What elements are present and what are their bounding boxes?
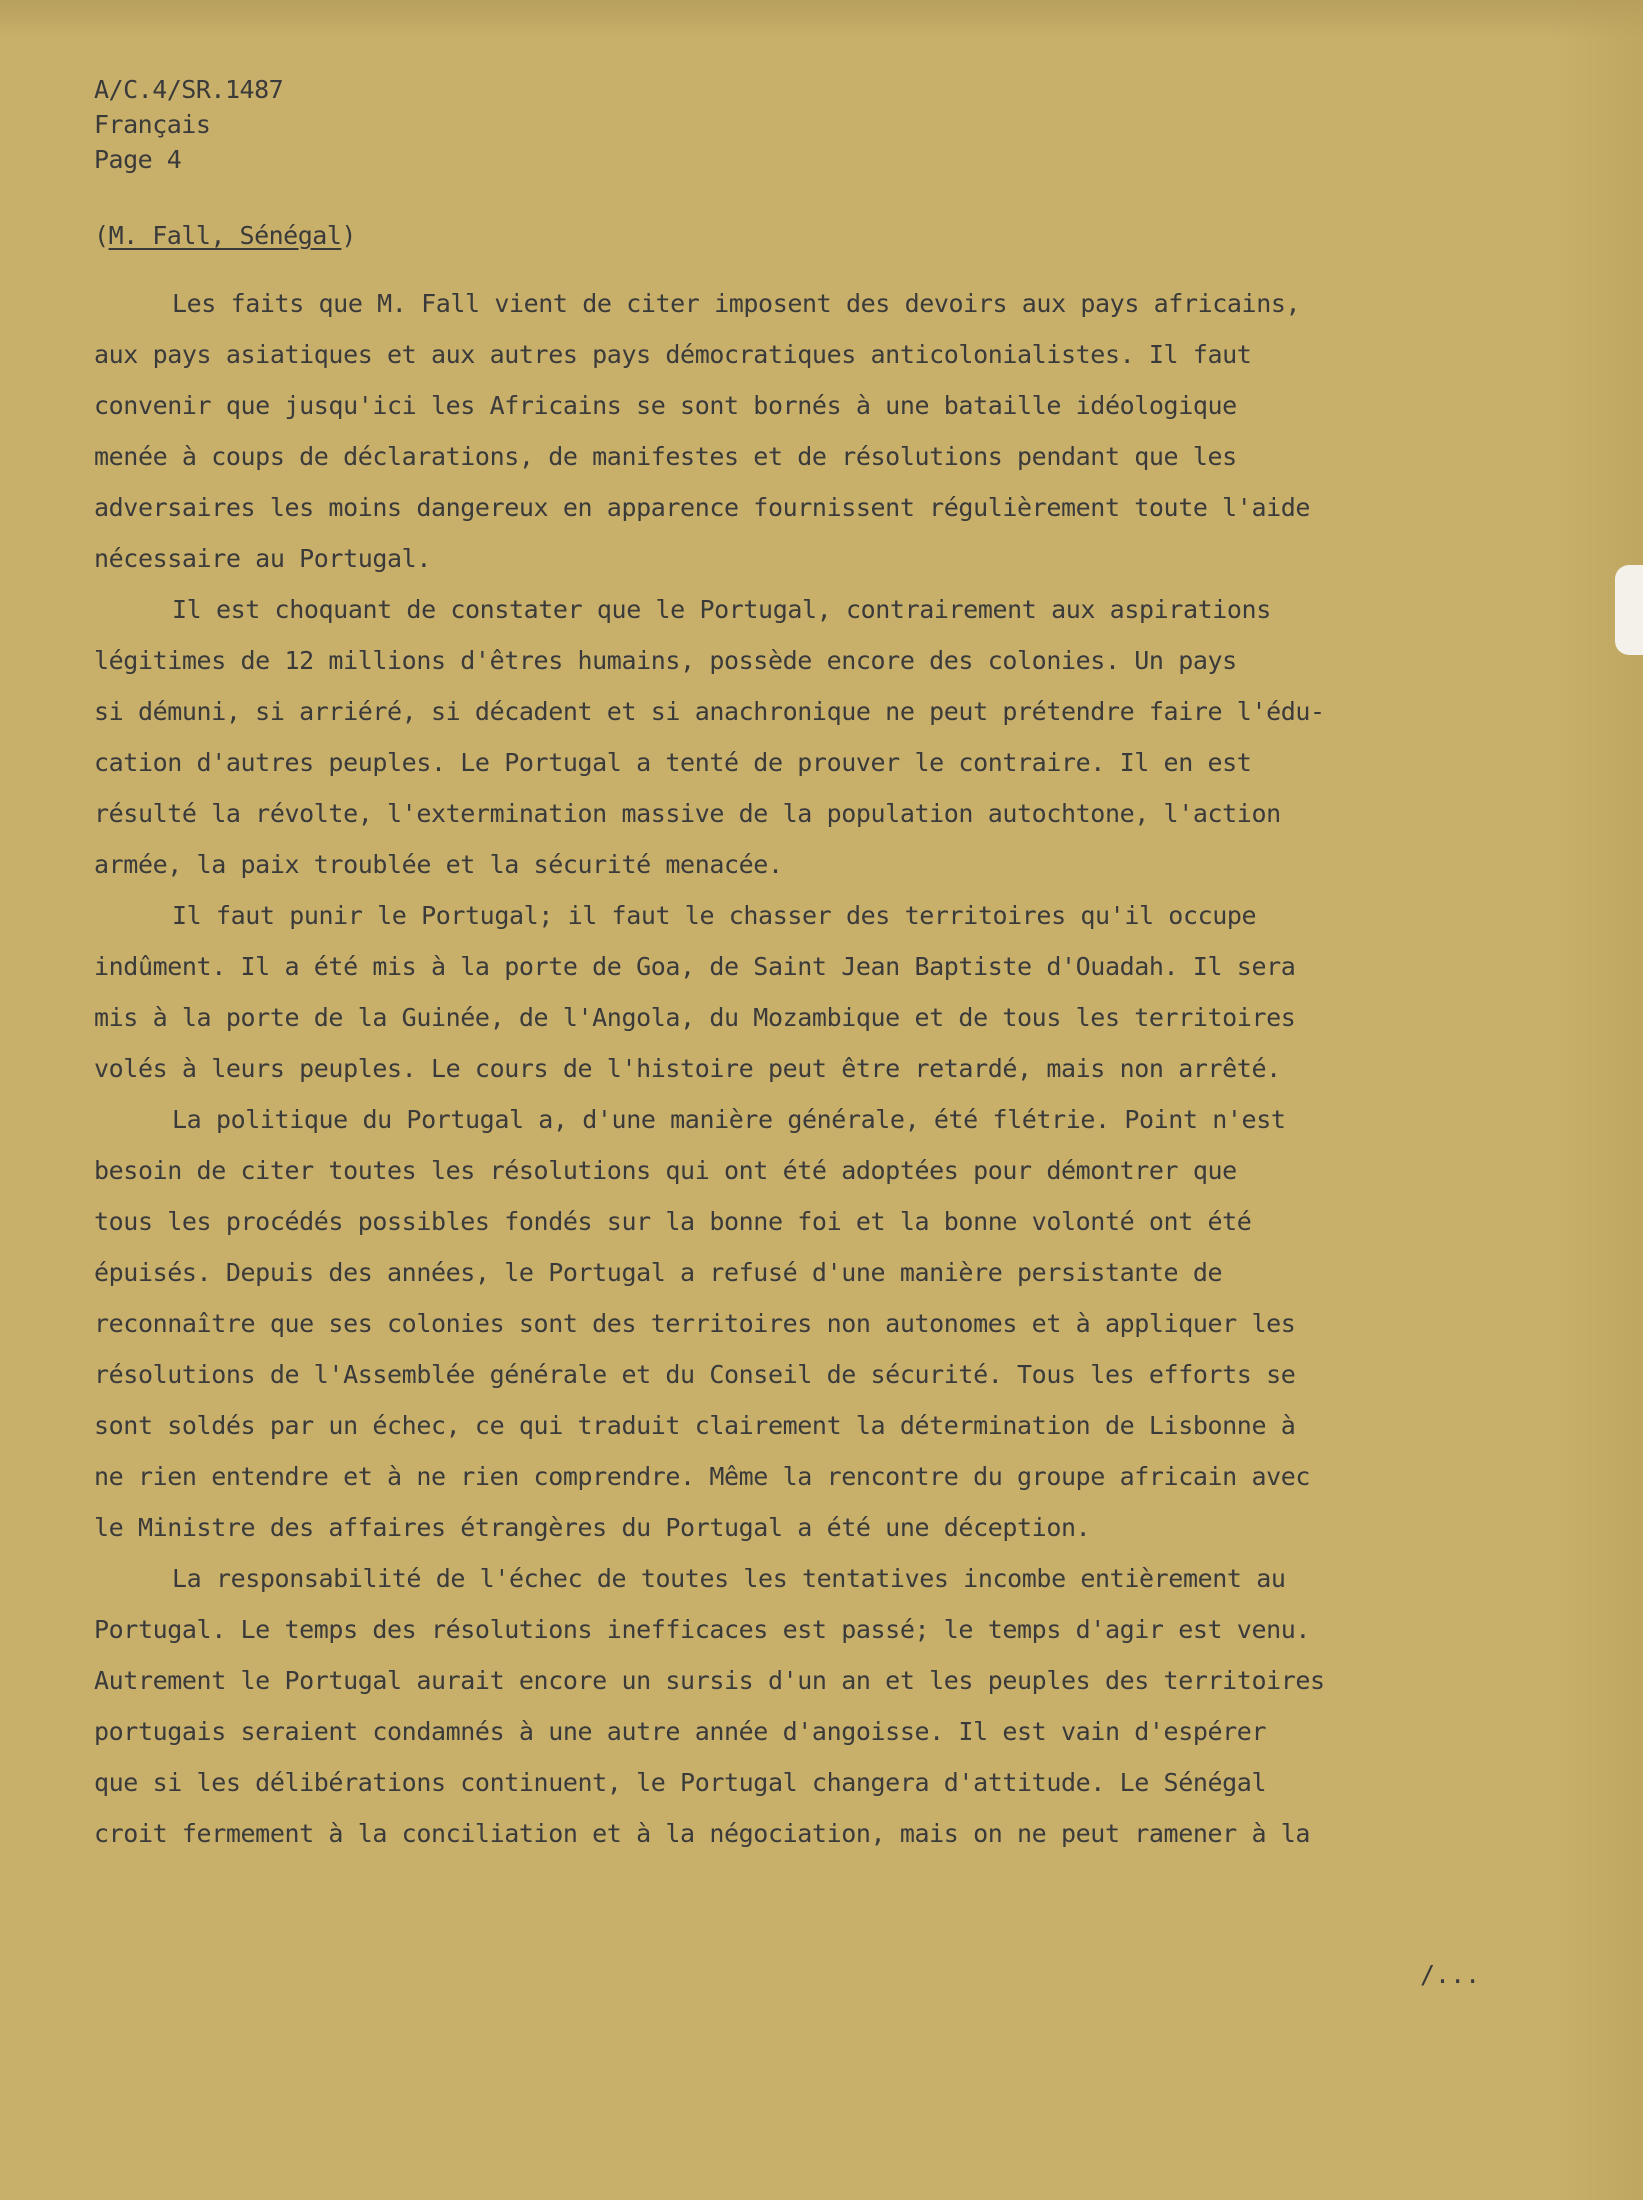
speaker-open-paren: ( — [94, 221, 109, 250]
text-line: si démuni, si arriéré, si décadent et si anachronique ne peut prétendre faire l'édu- — [94, 697, 1325, 726]
text-line: tous les procédés possibles fondés sur la bonne foi et la bonne volonté ont été — [94, 1207, 1252, 1236]
text-line: convenir que jusqu'ici les Africains se sont bornés à une bataille idéologique — [94, 391, 1237, 420]
text-line: épuisés. Depuis des années, le Portugal a refusé d'une manière persistante de — [94, 1258, 1223, 1287]
text-line: Il faut punir le Portugal; il faut le chasser des territoires qu'il occupe — [172, 901, 1257, 930]
paragraph-1 — [94, 278, 1494, 584]
text-line: résulté la révolte, l'extermination massive de la population autochtone, l'action — [94, 799, 1281, 828]
text-line: volés à leurs peuples. Le cours de l'histoire peut être retardé, mais non arrêté. — [94, 1054, 1281, 1083]
document-language: Français — [94, 110, 211, 139]
paragraph-5 — [94, 1553, 1494, 1859]
text-line: adversaires les moins dangereux en apparence fournissent régulièrement toute l'aide — [94, 493, 1311, 522]
paper-stain-top — [0, 0, 1643, 40]
text-line: Il est choquant de constater que le Portugal, contrairement aux aspirations — [172, 595, 1271, 624]
continued-marker: /... — [1420, 1960, 1481, 1989]
text-line: sont soldés par un échec, ce qui traduit clairement la détermination de Lisbonne à — [94, 1411, 1296, 1440]
text-line: croit fermement à la conciliation et à la négociation, mais on ne peut ramener à la — [94, 1819, 1311, 1848]
text-line: reconnaître que ses colonies sont des territoires non autonomes et à appliquer les — [94, 1309, 1296, 1338]
paragraph-2 — [94, 584, 1494, 890]
text-line: portugais seraient condamnés à une autre année d'angoisse. Il est vain d'espérer — [94, 1717, 1267, 1746]
text-line: La responsabilité de l'échec de toutes les tentatives incombe entièrement au — [172, 1564, 1286, 1593]
text-line: le Ministre des affaires étrangères du Portugal a été une déception. — [94, 1513, 1091, 1542]
text-line: Les faits que M. Fall vient de citer imposent des devoirs aux pays africains, — [172, 289, 1301, 318]
paper-stain-right — [1553, 0, 1643, 2200]
text-line: armée, la paix troublée et la sécurité menacée. — [94, 850, 783, 879]
text-line: mis à la porte de la Guinée, de l'Angola, du Mozambique et de tous les territoires — [94, 1003, 1296, 1032]
text-line: nécessaire au Portugal. — [94, 544, 431, 573]
document-body — [94, 278, 1494, 1859]
text-line: indûment. Il a été mis à la porte de Goa, de Saint Jean Baptiste d'Ouadah. Il sera — [94, 952, 1296, 981]
text-line: La politique du Portugal a, d'une manière générale, été flétrie. Point n'est — [172, 1105, 1286, 1134]
text-line: Autrement le Portugal aurait encore un sursis d'un an et les peuples des territoires — [94, 1666, 1325, 1695]
text-line: que si les délibérations continuent, le Portugal changera d'attitude. Le Sénégal — [94, 1768, 1267, 1797]
text-line: légitimes de 12 millions d'êtres humains, possède encore des colonies. Un pays — [94, 646, 1237, 675]
text-line: besoin de citer toutes les résolutions qui ont été adoptées pour démontrer que — [94, 1156, 1237, 1185]
text-line: Portugal. Le temps des résolutions inefficaces est passé; le temps d'agir est venu. — [94, 1615, 1311, 1644]
speaker-line — [94, 218, 356, 253]
text-line: aux pays asiatiques et aux autres pays démocratiques anticolonialistes. Il faut — [94, 340, 1252, 369]
paragraph-4 — [94, 1094, 1494, 1553]
text-line: cation d'autres peuples. Le Portugal a tenté de prouver le contraire. Il en est — [94, 748, 1252, 777]
document-symbol: A/C.4/SR.1487 — [94, 75, 284, 104]
paper-tear — [1615, 565, 1643, 655]
document-header — [94, 72, 283, 177]
page-number: Page 4 — [94, 145, 182, 174]
text-line: ne rien entendre et à ne rien comprendre. Même la rencontre du groupe africain avec — [94, 1462, 1311, 1491]
text-line: menée à coups de déclarations, de manifestes et de résolutions pendant que les — [94, 442, 1237, 471]
text-line: résolutions de l'Assemblée générale et du Conseil de sécurité. Tous les efforts se — [94, 1360, 1296, 1389]
speaker-close-paren: ) — [341, 221, 356, 250]
paragraph-3 — [94, 890, 1494, 1094]
speaker-name: M. Fall, Sénégal — [108, 221, 342, 250]
